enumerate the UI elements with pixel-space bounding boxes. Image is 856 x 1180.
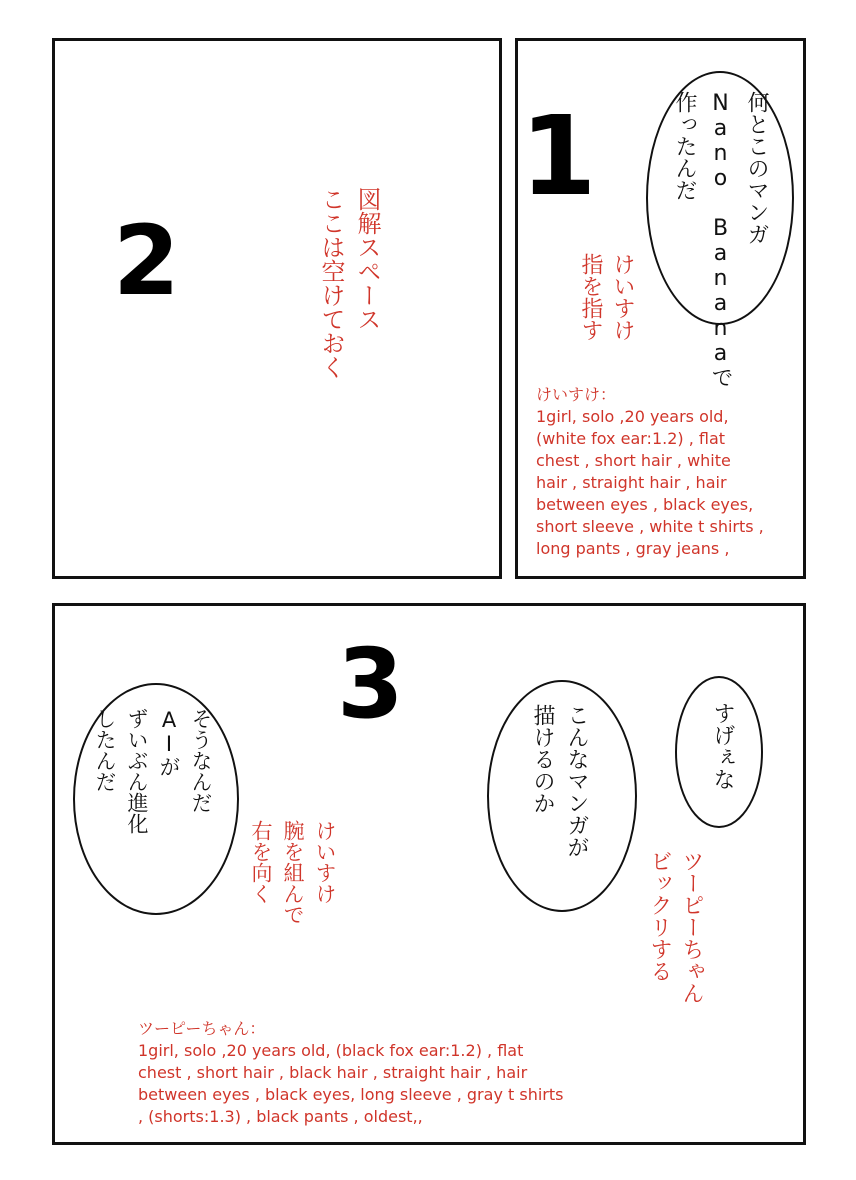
- note-line: 1girl, solo ,20 years old, (black fox ear:1.2) , flat: [138, 1041, 524, 1060]
- action-direction-right: ツーピーちゃん ビックリする: [647, 850, 704, 1004]
- note-line: chest , short hair , white: [536, 451, 731, 470]
- character-prompt-note: [138, 1018, 618, 1128]
- note-line: , (shorts:1.3) , black pants , oldest,,: [138, 1107, 423, 1126]
- panel-2: [52, 38, 502, 579]
- action-direction: けいすけ 指を指す: [578, 253, 635, 341]
- note-line: hair , straight hair , hair: [536, 473, 727, 492]
- panel-number: 2: [113, 205, 180, 317]
- note-line: 1girl, solo ,20 years old,: [536, 407, 729, 426]
- panel-3: [52, 603, 806, 1145]
- layout-direction-note: 図解スペース ここは空けておく: [317, 187, 381, 379]
- speech-text-middle: こんなマンガが 描けるのか: [530, 704, 589, 858]
- note-line: (white fox ear:1.2) , flat: [536, 429, 726, 448]
- note-title: ツーピーちゃん：: [138, 1019, 266, 1038]
- speech-text-small: すげぇな: [710, 702, 735, 790]
- speech-text-left: そうなんだ AIが ずいぶん進化 したんだ: [93, 708, 213, 834]
- character-prompt-note: [536, 384, 806, 560]
- panel-number: 3: [337, 628, 404, 740]
- note-title: けいすけ：: [536, 385, 617, 404]
- panel-1: [515, 38, 806, 579]
- note-line: between eyes , black eyes,: [536, 495, 754, 514]
- note-line: chest , short hair , black hair , straight hair , hair: [138, 1063, 528, 1082]
- note-line: between eyes , black eyes, long sleeve , gray t shirts: [138, 1085, 564, 1104]
- note-line: short sleeve , white t shirts ,: [536, 517, 764, 536]
- action-direction-left: けいすけ 腕を組んで 右を向く: [249, 820, 337, 925]
- speech-text: 何とこのマンガ Nano Bananaで 作ったんだ: [672, 91, 769, 388]
- panel-number: 1: [520, 92, 597, 220]
- note-line: long pants , gray jeans ,: [536, 539, 730, 558]
